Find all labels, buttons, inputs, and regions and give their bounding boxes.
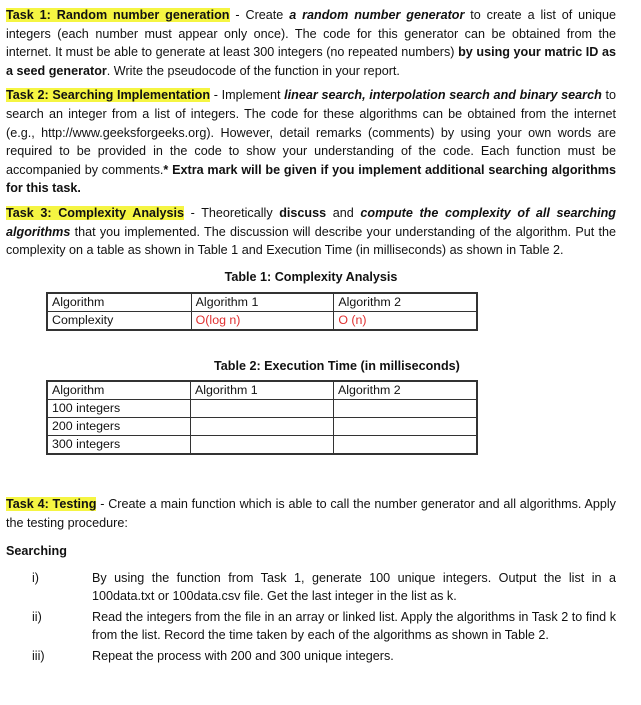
- table-cell: Algorithm: [47, 381, 191, 400]
- task3-paragraph: Task 3: Complexity Analysis - Theoretically discuss and compute the complexity of all searching algorithms that you implemented. The discussion will describe your understanding of the algorithm. Put the complexity on a table as shown in Table 1 and Execution Time (in milliseconds) as shown in Table 2.: [6, 205, 616, 258]
- searching-heading: Searching: [6, 544, 67, 559]
- table-row: [47, 381, 477, 400]
- list-item: iii) Repeat the process with 200 and 300 unique integers.: [32, 649, 394, 664]
- table-cell: 300 integers: [47, 435, 191, 454]
- table-cell: 100 integers: [47, 399, 191, 417]
- task2-heading: Task 2: Searching Implementation: [6, 88, 211, 103]
- list-item: i) By using the function from Task 1, generate 100 unique integers. Output the list in a 100data.txt or 100data.csv file. Get the last integer in the list as k.: [32, 570, 616, 604]
- task2-paragraph: Task 2: Searching Implementation - Implement linear search, interpolation search and binary search to search an integer from a list of integers. The code for these algorithms can be obtained from the internet (e.g., http://www.geeksforgeeks.org). However, detail remarks (comments) by using your own words are required to be provided in the code to show your understanding of the code. Each function must be accompanied by comments.* Extra mark will be given if you implement additional searching algorithms for this task.: [6, 88, 616, 196]
- table-cell: Algorithm 1: [191, 293, 334, 312]
- task1-heading: Task 1: Random number generation: [6, 8, 230, 22]
- table-cell: [191, 417, 334, 435]
- task4-paragraph: Task 4: Testing - Create a main function which is able to call the number generator and all algorithms. Apply the testing procedure:: [6, 496, 616, 530]
- complexity-table: [46, 292, 478, 331]
- table-cell: [334, 399, 478, 417]
- table-cell: O (n): [334, 312, 477, 331]
- table-cell: 200 integers: [47, 417, 191, 435]
- table-cell: Algorithm 2: [334, 293, 477, 312]
- task1-paragraph: Task 1: Random number generation - Create a random number generator to create a list of unique integers (each number must appear only once). The code for this generator can be obtained from the internet. It must be able to generate at least 300 integers (no repeated numbers) by using your matric ID as a seed generator. Write the pseudocode of the function in your report.: [6, 8, 616, 78]
- table-row: [47, 399, 477, 417]
- table-cell: Algorithm: [47, 293, 191, 312]
- table-cell: Algorithm 1: [191, 381, 334, 400]
- task4-heading: Task 4: Testing: [6, 496, 97, 511]
- table-cell: [334, 435, 478, 454]
- table-cell: O(log n): [191, 312, 334, 331]
- table-cell: Algorithm 2: [334, 381, 478, 400]
- table-row: [47, 312, 477, 331]
- table-cell: [191, 435, 334, 454]
- document-page: [6, 6, 616, 668]
- table-cell: [334, 417, 478, 435]
- task3-heading: Task 3: Complexity Analysis: [6, 205, 185, 220]
- table1-caption: Table 1: Complexity Analysis: [224, 269, 398, 284]
- table-row: [47, 417, 477, 435]
- table-row: [47, 435, 477, 454]
- table2-caption: Table 2: Execution Time (in milliseconds): [214, 359, 460, 374]
- table-cell: Complexity: [47, 312, 191, 331]
- execution-time-table: [46, 380, 478, 455]
- list-item: ii) Read the integers from the file in an array or linked list. Apply the algorithms in Task 2 to find k from the list. Record the time taken by each of the algorithms as shown in Table 2.: [32, 609, 616, 643]
- table-cell: [191, 399, 334, 417]
- searching-list: [6, 569, 616, 666]
- table-row: [47, 293, 477, 312]
